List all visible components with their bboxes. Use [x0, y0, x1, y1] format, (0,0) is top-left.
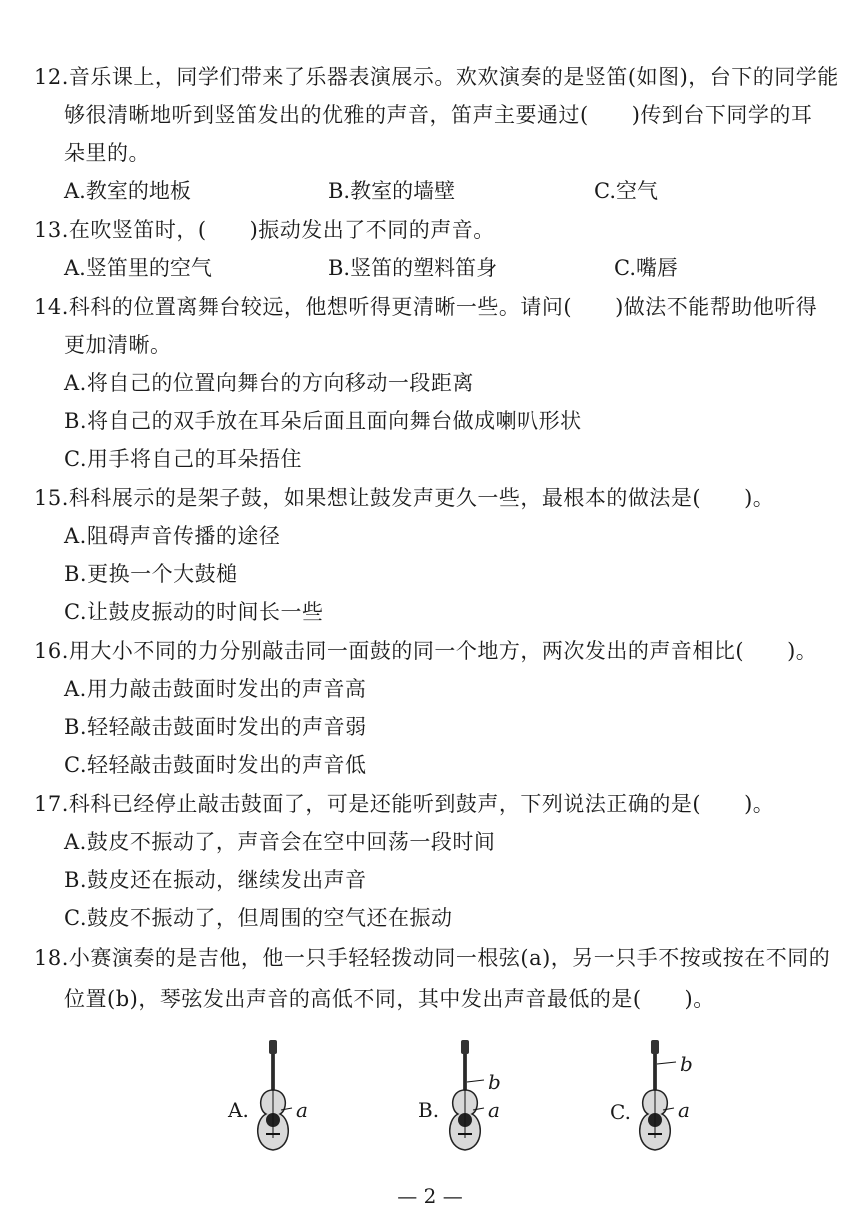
q12-option-a[interactable]: A.教室的地板 [64, 179, 191, 203]
q13-option-a[interactable]: A.竖笛里的空气 [64, 256, 212, 280]
guitar-b-icon [440, 1038, 530, 1158]
q17-option-b[interactable]: B.鼓皮还在振动，继续发出声音 [64, 868, 367, 892]
guitar-c-label-a: a [678, 1098, 690, 1122]
guitar-b-b-pointer [467, 1080, 484, 1082]
q15-option-a[interactable]: A.阻碍声音传播的途径 [64, 524, 281, 548]
page-number: — 2 — [397, 1184, 463, 1208]
q14-option-a[interactable]: A.将自己的位置向舞台的方向移动一段距离 [64, 371, 474, 395]
q17-stem-line1: 17.科科已经停止敲击鼓面了，可是还能听到鼓声，下列说法正确的是( )。 [34, 792, 775, 816]
q14-stem-line2: 更加清晰。 [64, 333, 172, 357]
q14-stem-line1: 14.科科的位置离舞台较远，他想听得更清晰一些。请问( )做法不能帮助他听得 [34, 295, 818, 319]
q16-option-a[interactable]: A.用力敲击鼓面时发出的声音高 [64, 677, 367, 701]
q16-stem-line1: 16.用大小不同的力分别敲击同一面鼓的同一个地方，两次发出的声音相比( )。 [34, 639, 818, 663]
q18-figure-label-b[interactable]: B. [418, 1098, 440, 1122]
q12-stem-line2: 够很清晰地听到竖笛发出的优雅的声音，笛声主要通过( )传到台下同学的耳 [64, 103, 813, 127]
guitar-c-icon [630, 1038, 720, 1158]
guitar-a-label-a: a [296, 1098, 308, 1122]
guitar-a-icon [248, 1038, 338, 1158]
q16-option-c[interactable]: C.轻轻敲击鼓面时发出的声音低 [64, 753, 367, 777]
guitar-b-label-b: b [488, 1070, 501, 1094]
q18-figure-label-a[interactable]: A. [228, 1098, 249, 1122]
guitar-b-label-a: a [488, 1098, 500, 1122]
q14-option-b[interactable]: B.将自己的双手放在耳朵后面且面向舞台做成喇叭形状 [64, 409, 582, 433]
q18-figure-label-c[interactable]: C. [610, 1100, 631, 1124]
q13-option-c[interactable]: C.嘴唇 [614, 256, 678, 280]
q18-stem-line1: 18.小赛演奏的是吉他，他一只手轻轻拨动同一根弦(a)，另一只手不按或按在不同的 [34, 946, 831, 970]
guitar-c-b-pointer [657, 1062, 676, 1064]
q16-option-b[interactable]: B.轻轻敲击鼓面时发出的声音弱 [64, 715, 367, 739]
q17-option-a[interactable]: A.鼓皮不振动了，声音会在空中回荡一段时间 [64, 830, 496, 854]
q17-option-c[interactable]: C.鼓皮不振动了，但周围的空气还在振动 [64, 906, 453, 930]
guitar-c-head [651, 1040, 659, 1054]
q12-stem-line3: 朵里的。 [64, 141, 150, 165]
q15-option-c[interactable]: C.让鼓皮振动的时间长一些 [64, 600, 324, 624]
q14-option-c[interactable]: C.用手将自己的耳朵捂住 [64, 447, 302, 471]
q13-stem-line1: 13.在吹竖笛时，( )振动发出了不同的声音。 [34, 218, 495, 242]
q15-stem-line1: 15.科科展示的是架子鼓，如果想让鼓发声更久一些，最根本的做法是( )。 [34, 486, 775, 510]
q12-option-b[interactable]: B.教室的墙壁 [328, 179, 456, 203]
guitar-c-label-b: b [680, 1052, 693, 1076]
q12-option-c[interactable]: C.空气 [594, 179, 658, 203]
q15-option-b[interactable]: B.更换一个大鼓槌 [64, 562, 238, 586]
q18-stem-line2: 位置(b)，琴弦发出声音的高低不同，其中发出声音最低的是( )。 [64, 987, 715, 1011]
q12-stem-line1: 12.音乐课上，同学们带来了乐器表演展示。欢欢演奏的是竖笛(如图)，台下的同学能 [34, 65, 839, 89]
q13-option-b[interactable]: B.竖笛的塑料笛身 [328, 256, 498, 280]
guitar-b-head [461, 1040, 469, 1054]
guitar-a-head [269, 1040, 277, 1054]
